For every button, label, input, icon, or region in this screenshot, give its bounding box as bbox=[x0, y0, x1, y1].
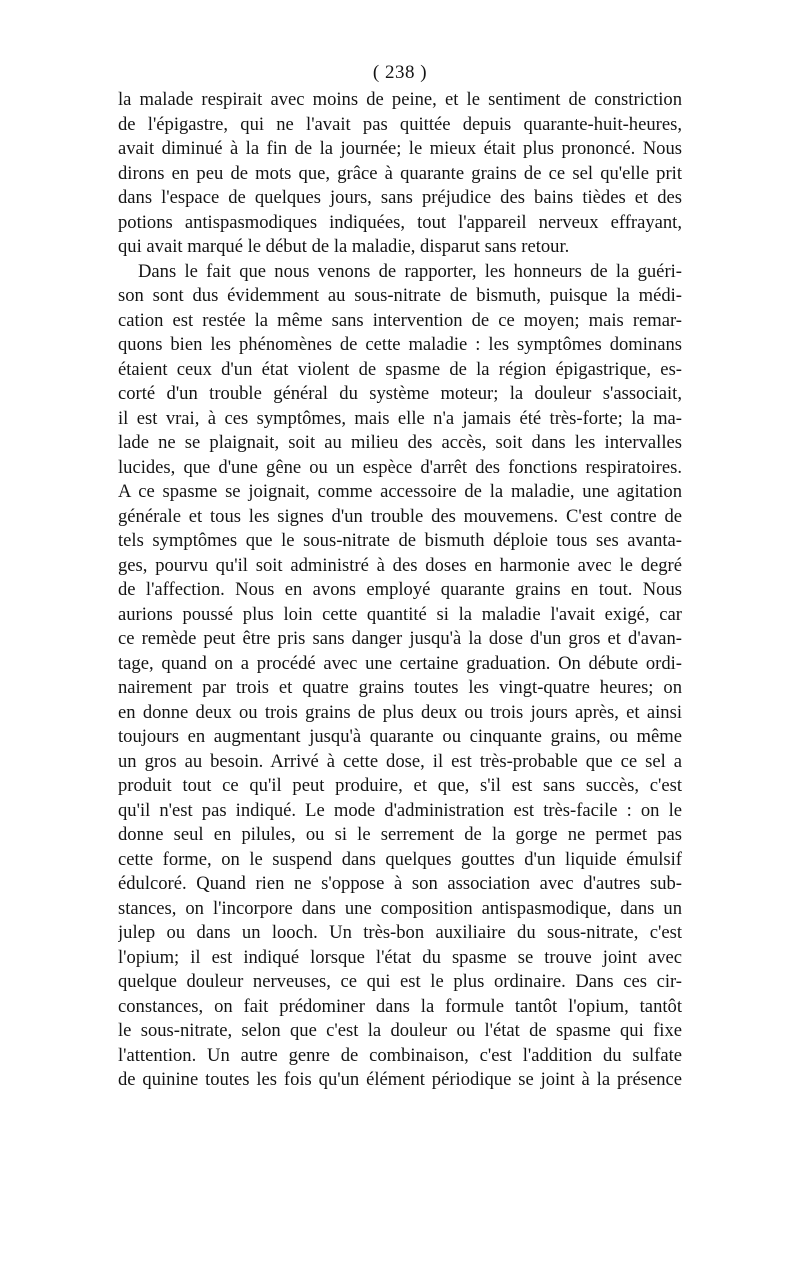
text-line: stances, on l'incorpore dans une composition antispasmodique, dans un bbox=[118, 897, 682, 919]
text-line: dirons en peu de mots que, grâce à quarante grains de ce sel qu'elle prit bbox=[118, 162, 682, 184]
text-line: aurions poussé plus loin cette quantité si la maladie l'avait exigé, car bbox=[118, 603, 682, 625]
text-line: tels symptômes que le sous-nitrate de bismuth déploie tous ses avanta- bbox=[118, 530, 682, 551]
text-line: corté d'un trouble général du système moteur; la douleur s'associait, bbox=[118, 383, 682, 404]
text-line: nairement par trois et quatre grains toutes les vingt-quatre heures; on bbox=[118, 677, 682, 698]
text-line: avait diminué à la fin de la journée; le mieux était plus prononcé. Nous bbox=[118, 138, 682, 159]
text-line: produit tout ce qu'il peut produire, et que, s'il est sans succès, c'est bbox=[118, 775, 682, 796]
text-line: ce remède peut être pris sans danger jusqu'à la dose d'un gros et d'avan- bbox=[118, 628, 682, 649]
text-line: qui avait marqué le début de la maladie, disparut sans retour. bbox=[118, 236, 570, 257]
text-line: de l'affection. Nous en avons employé quarante grains en tout. Nous bbox=[118, 579, 682, 600]
text-line: lucides, que d'une gêne ou un espèce d'arrêt des fonctions respiratoires. bbox=[118, 456, 682, 478]
text-line: quons bien les phénomènes de cette maladie : les symptômes dominans bbox=[118, 334, 682, 355]
text-line: en donne deux ou trois grains de plus deux ou trois jours après, et ainsi bbox=[118, 701, 682, 723]
text-line: le sous-nitrate, selon que c'est la douleur ou l'état de spasme qui fixe bbox=[118, 1020, 682, 1041]
paragraph-start-line: Dans le fait que nous venons de rapporter, les honneurs de la guéri- bbox=[138, 260, 682, 282]
text-line: julep ou dans un looch. Un très-bon auxiliaire du sous-nitrate, c'est bbox=[118, 922, 682, 943]
text-line: toujours en augmentant jusqu'à quarante ou cinquante grains, ou même bbox=[118, 726, 682, 747]
page-number: ( 238 ) bbox=[372, 62, 428, 83]
text-line: dans l'espace de quelques jours, sans préjudice des bains tièdes et des bbox=[118, 187, 682, 208]
text-line: qu'il n'est pas indiqué. Le mode d'administration est très-facile : on le bbox=[118, 799, 682, 821]
text-line: A ce spasme se joignait, comme accessoire de la maladie, une agitation bbox=[118, 481, 682, 502]
text-line: son sont dus évidemment au sous-nitrate de bismuth, puisque la médi- bbox=[118, 285, 682, 306]
text-line: de l'épigastre, qui ne l'avait pas quittée depuis quarante-huit-heures, bbox=[118, 113, 682, 135]
body-text bbox=[118, 88, 682, 1093]
text-line: cette forme, on le suspend dans quelques gouttes d'un liquide émulsif bbox=[118, 848, 682, 870]
text-line: cation est restée la même sans intervention de ce moyen; mais remar- bbox=[118, 309, 682, 331]
text-line: de quinine toutes les fois qu'un élément périodique se joint à la présence bbox=[118, 1069, 682, 1090]
text-line: un gros au besoin. Arrivé à cette dose, il est très-probable que ce sel a bbox=[118, 750, 682, 772]
text-line: édulcoré. Quand rien ne s'oppose à son association avec d'autres sub- bbox=[118, 873, 682, 894]
text-line: lade ne se plaignait, soit au milieu des accès, soit dans les intervalles bbox=[118, 432, 682, 453]
text-line: ges, pourvu qu'il soit administré à des doses en harmonie avec le degré bbox=[118, 554, 682, 576]
text-line: quelque douleur nerveuses, ce qui est le plus ordinaire. Dans ces cir- bbox=[118, 971, 682, 992]
text-line: constances, on fait prédominer dans la formule tantôt l'opium, tantôt bbox=[118, 995, 682, 1017]
text-line: la malade respirait avec moins de peine, et le sentiment de constriction bbox=[118, 89, 682, 110]
text-line: étaient ceux d'un état violent de spasme de la région épigastrique, es- bbox=[118, 358, 682, 380]
text-line: générale et tous les signes d'un trouble des mouvemens. C'est contre de bbox=[118, 505, 682, 527]
text-line: potions antispasmodiques indiquées, tout l'appareil nerveux effrayant, bbox=[118, 211, 682, 233]
text-line: il est vrai, à ces symptômes, mais elle n'a jamais été très-forte; la ma- bbox=[118, 407, 682, 429]
text-line: l'opium; il est indiqué lorsque l'état du spasme se trouve joint avec bbox=[118, 946, 682, 968]
text-line: donne seul en pilules, ou si le serrement de la gorge ne permet pas bbox=[118, 824, 682, 845]
text-line: tage, quand on a procédé avec une certaine graduation. On débute ordi- bbox=[118, 652, 682, 674]
text-line: l'attention. Un autre genre de combinaison, c'est l'addition du sulfate bbox=[118, 1044, 682, 1066]
